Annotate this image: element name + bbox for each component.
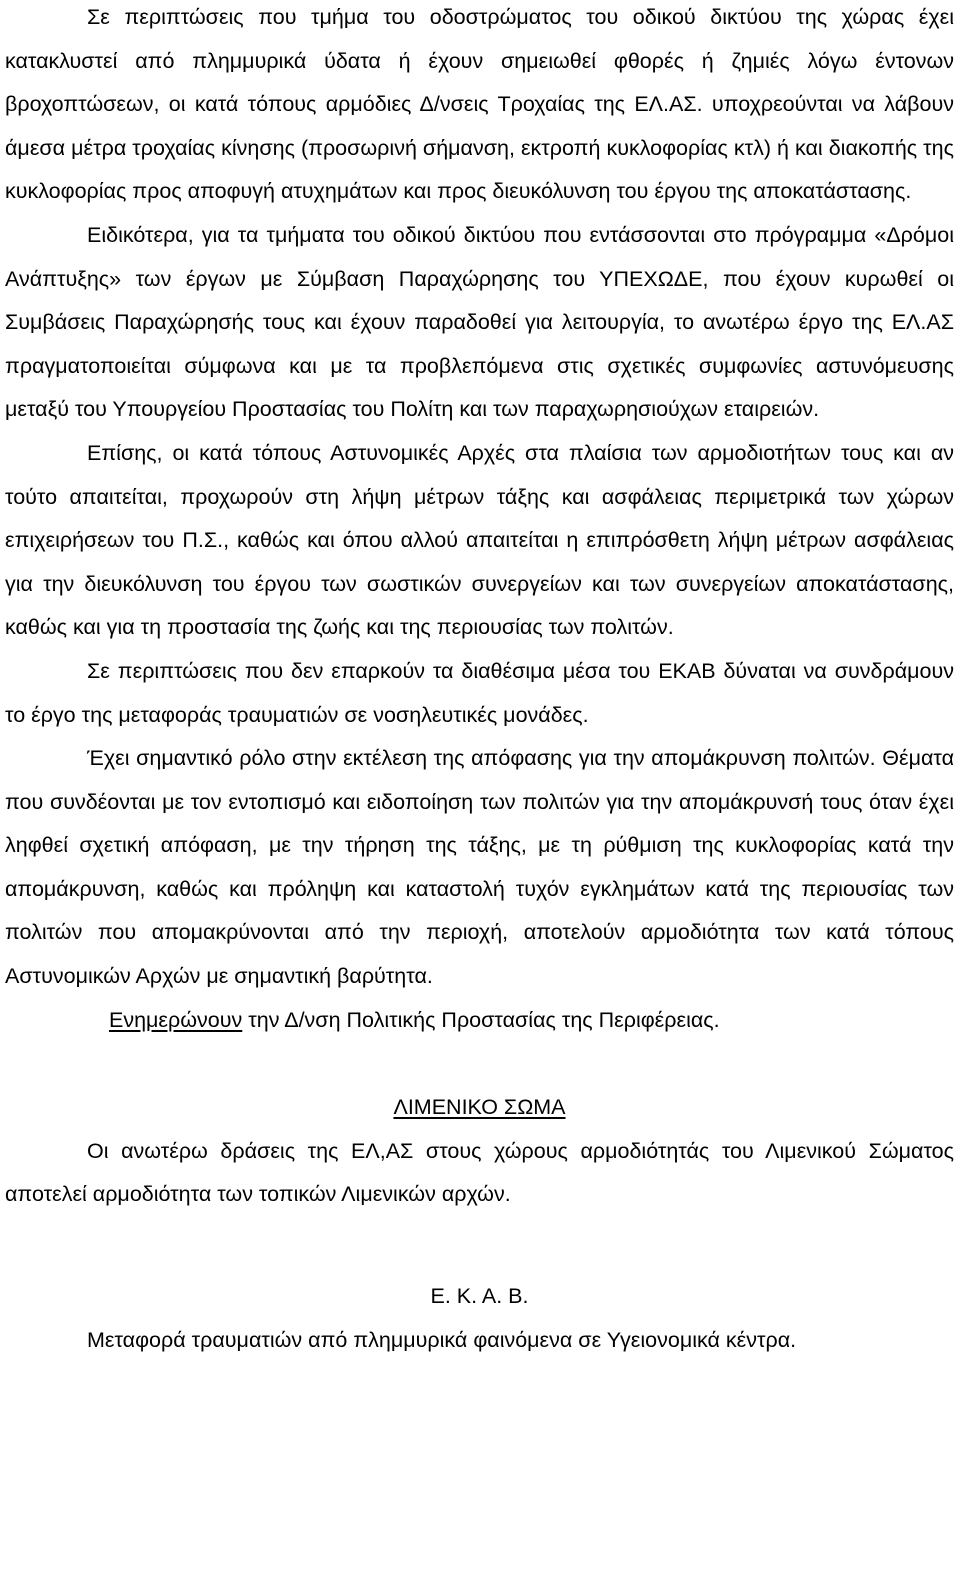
paragraph-police-authorities: Επίσης, οι κατά τόπους Αστυνομικές Αρχές στα πλαίσια των αρμοδιοτήτων τους και αν τούτο απαιτείται, προχωρούν στη λήψη μέτρων τάξης και ασφάλειας περιμετρικά των χώρων επιχειρήσεων του Π.Σ., καθώς και όπου αλλού απαιτείται η επιπρόσθετη λήψη μέτρων ασφάλειας για την διευκόλυνση του έργου των σωστικών συνεργείων και των συνεργείων αποκατάστασης, καθώς και για τη προστασία της ζωής και της περιουσίας των πολιτών. [5, 440, 954, 640]
paragraph-road-flooding: Σε περιπτώσεις που τμήμα του οδοστρώματος του οδικού δικτύου της χώρας έχει κατακλυστεί από πλημμυρικά ύδατα ή έχουν σημειωθεί φθορές ή ζημιές λόγω έντονων βροχοπτώσεων, οι κατά τόπους αρμόδιες Δ/νσεις Τροχαίας της ΕΛ.ΑΣ. υποχρεούνται να λάβουν άμεσα μέτρα τροχαίας κίνησης (προσωρινή σήμανση, εκτροπή κυκλοφορίας κτλ) ή και διακοπής της κυκλοφορίας προς αποφυγή ατυχημάτων και προς διευκόλυνση του έργου της αποκατάστασης. [5, 5, 954, 204]
inform-rest: την Δ/νση Πολιτικής Προστασίας της Περιφέρειας. [242, 1007, 720, 1032]
paragraph-evacuation: Έχει σημαντικό ρόλο στην εκτέλεση της απόφασης για την απομάκρυνση πολιτών. Θέματα που συνδέονται με τον εντοπισμό και ειδοποίηση των πολιτών για την απομάκρυνσή τους όταν έχει ληφθεί σχετική απόφαση, με την τήρηση της τάξης, με τη ρύθμιση της κυκλοφορίας κατά την απομάκρυνση, καθώς και πρόληψη και καταστολή τυχόν εγκλημάτων κατά της περιουσίας των πολιτών που απομακρύνονται από την περιοχή, αποτελούν αρμοδιότητα των κατά τόπους Αστυνομικών Αρχών με σημαντική βαρύτητα. [5, 746, 954, 989]
paragraph-ekab-transport: Μεταφορά τραυματιών από πλημμυρικά φαινόμενα σε Υγειονομικά κέντρα. [87, 1327, 797, 1352]
paragraph-inform [5, 999, 954, 1043]
spacer [5, 1042, 954, 1086]
heading-limeniko-soma [5, 1086, 954, 1130]
paragraph-development-roads: Ειδικότερα, για τα τμήματα του οδικού δικτύου που εντάσσονται στο πρόγραμμα «Δρόμοι Ανάπτυξης» των έργων με Σύμβαση Παραχώρησης του ΥΠΕΧΩΔΕ, που έχουν κυρωθεί οι Συμβάσεις Παραχώρησής τους και έχουν παραδοθεί για λειτουργία, το ανωτέρω έργο της ΕΛ.ΑΣ πραγματοποιείται σύμφωνα και με τα προβλεπόμενα στις σχετικές συμφωνίες αστυνόμευσης μεταξύ του Υπουργείου Προστασίας του Πολίτη και των παραχωρησιούχων εταιρειών. [5, 222, 954, 422]
emphasis-inform: Ενημερώνουν [109, 1007, 243, 1032]
paragraph-coast-guard: Οι ανωτέρω δράσεις της ΕΛ,ΑΣ στους χώρους αρμοδιότητάς του Λιμενικού Σώματος αποτελεί αρμοδιότητα των τοπικών Λιμενικών αρχών. [5, 1138, 954, 1207]
heading-limeniko-text: ΛΙΜΕΝΙΚΟ ΣΩΜΑ [393, 1095, 566, 1120]
paragraph-ekab-support: Σε περιπτώσεις που δεν επαρκούν τα διαθέσιμα μέσα του ΕΚΑΒ δύναται να συνδράμουν το έργο της μεταφοράς τραυματιών σε νοσηλευτικές μονάδες. [5, 658, 954, 727]
spacer [5, 1217, 954, 1275]
heading-ekab: Ε. Κ. Α. Β. [430, 1284, 529, 1309]
